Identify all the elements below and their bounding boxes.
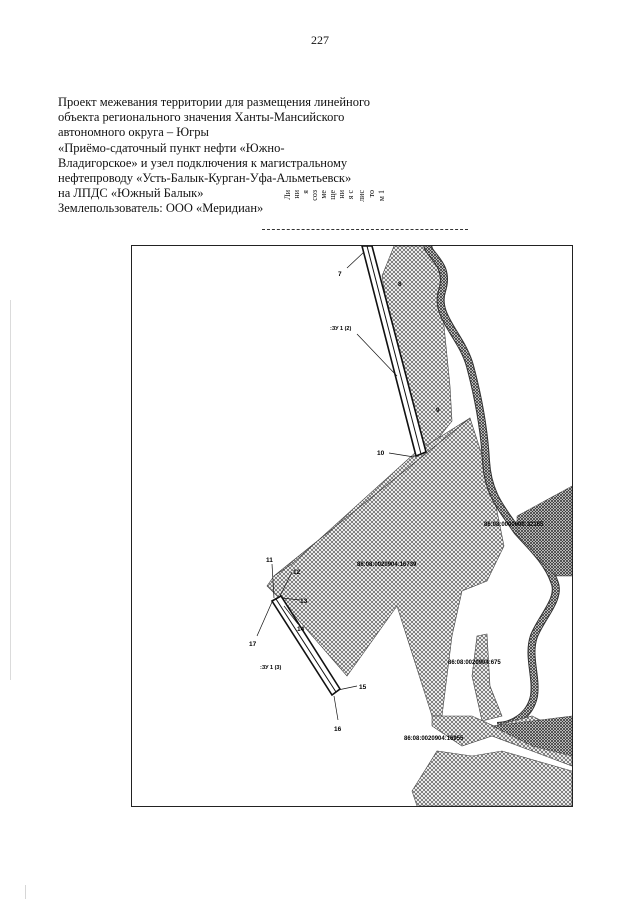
point-label-15: 15 [359, 684, 367, 691]
parcel-label-16955: 86:08:0020904:16955 [404, 736, 464, 742]
point-label-17: 17 [249, 641, 257, 648]
leader-17 [257, 602, 272, 636]
point-label-7: 7 [338, 271, 342, 278]
parcel-label-zu1-2: :ЗУ 1 (2) [330, 326, 352, 332]
point-label-11: 11 [266, 557, 273, 564]
map-svg [132, 246, 572, 806]
scan-artifact-left [10, 300, 11, 680]
header-fragment: соз [310, 190, 319, 201]
title-line: Проект межевания территории для размещения линейного [58, 95, 371, 109]
point-label-16: 16 [334, 726, 342, 733]
parcel-bottom [412, 751, 572, 806]
parcel-label-32165: 86:08:0000000:32165 [484, 522, 544, 528]
header-fragment: ме [319, 190, 328, 199]
header-fragment: лис [357, 190, 366, 202]
parcel-right-dense [517, 486, 572, 576]
parcel-675-band [472, 634, 502, 721]
header-fragment: ще [328, 190, 337, 200]
title-line: на ЛПДС «Южный Балык» [58, 186, 204, 201]
point-label-14: 14 [297, 626, 305, 633]
header-fragment: ни [337, 190, 346, 199]
scan-artifact-bottom [25, 885, 26, 899]
title-line: Владигорское» и узел подключения к магистральному [58, 155, 348, 170]
leader-7 [347, 252, 364, 268]
point-label-8: 8 [398, 281, 402, 288]
page-number: 227 [311, 33, 329, 47]
header-fragment: я [301, 190, 310, 194]
parcel-label-675: 86:08:0020904:675 [448, 660, 501, 666]
leader-10 [389, 453, 414, 457]
leader-15 [338, 686, 357, 690]
parcel-label-zu1-3: :ЗУ 1 (3) [260, 665, 282, 671]
point-label-10: 10 [377, 450, 385, 457]
point-label-13: 13 [300, 598, 308, 605]
point-label-12: 12 [293, 569, 301, 576]
header-dash-line [262, 229, 468, 230]
header-fragment: я с [346, 190, 355, 200]
header-fragments [284, 190, 404, 240]
parcel-label-16739: 86:08:0020904:16739 [357, 562, 417, 568]
land-user-line: Землепользователь: ООО «Меридиан» [58, 201, 264, 216]
point-label-9: 9 [436, 407, 440, 414]
title-line: объекта регионального значения Ханты-Мансийского [58, 110, 345, 125]
header-fragment: ни [292, 190, 301, 199]
cadastral-map [131, 245, 573, 807]
leader-16 [334, 696, 338, 720]
title-line: «Приёмо-сдаточный пункт нефти «Южно- [58, 140, 285, 155]
title-line: нефтепроводу «Усть-Балык-Курган-Уфа-Альметьевск» [58, 171, 352, 186]
header-fragment: м 1 [377, 190, 386, 202]
header-fragment: то [367, 190, 376, 198]
header-fragment: Ли [283, 190, 292, 200]
title-line: автономного округа – Югры [58, 125, 209, 140]
